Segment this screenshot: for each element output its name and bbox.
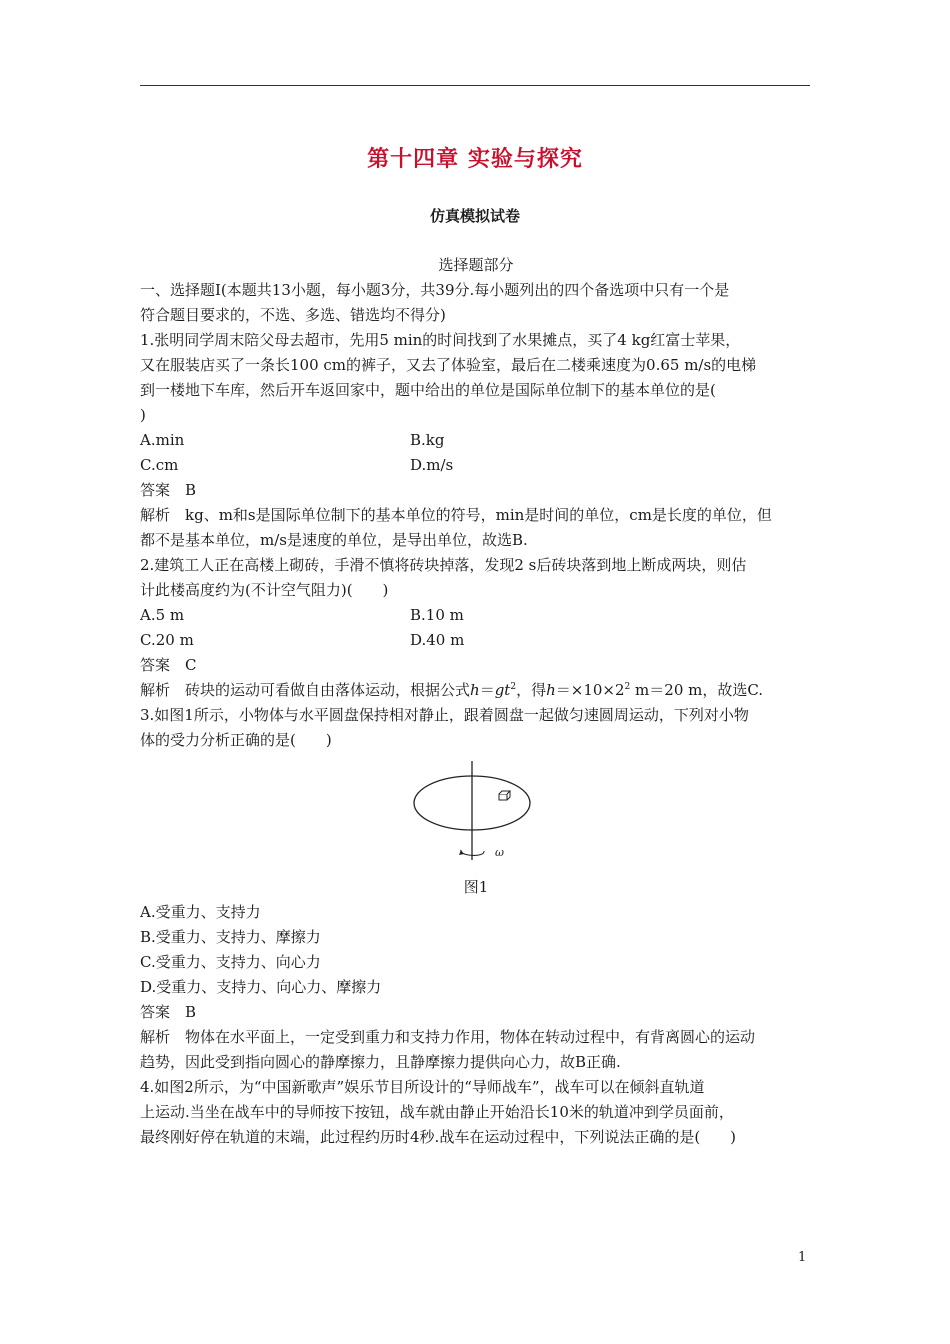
small-block [499,791,510,800]
q2-formula-square: 2 [510,682,517,692]
q2-power-2: 2 [624,682,631,692]
q1-option-b: B.kg [410,431,445,449]
q2-options-row-1 [140,603,812,628]
q2-options-row-2 [140,628,812,653]
q3-analysis-line-1: 解析 物体在水平面上，一定受到重力和支持力作用，物体在转动过程中，有背离圆心的运动 [140,1028,756,1046]
chapter-title: 第十四章 实验与探究 [367,146,583,172]
q2-option-a: A.5 m [140,606,185,624]
q3-stem-line-2: 体的受力分析正确的是( ) [140,731,332,749]
q2-analysis-mid: ，得 [516,681,547,699]
q1-options-row-2 [140,453,812,478]
q2-analysis-prefix: 解析 砖块的运动可看做自由落体运动，根据公式 [140,681,471,699]
q1-stem-line-2: 又在服装店买了一条长100 cm的裤子，又去了体验室，最后在二楼乘速度为0.65 m/s的电梯 [140,356,757,374]
q2-formula-eq: ＝ [479,681,495,699]
q2-formula-h: h [470,681,480,699]
q2-formula-gt: gt [494,681,511,699]
q3-option-b: B.受重力、支持力、摩擦力 [140,928,321,946]
q2-analysis [140,678,812,703]
figure-1 [140,753,812,875]
q3-option-d: D.受重力、支持力、向心力、摩擦力 [140,978,382,996]
q2-analysis-rest: ＝×10×2 [555,681,625,699]
q1-options-row-1 [140,428,812,453]
exam-content [140,253,812,1150]
q2-stem-line-1: 2.建筑工人正在高楼上砌砖，手滑不慎将砖块掉落，发现2 s后砖块落到地上断成两块，则估 [140,556,747,574]
q3-option-c: C.受重力、支持力、向心力 [140,953,321,971]
paper-subtitle: 仿真模拟试卷 [429,207,520,225]
q1-stem-line-1: 1.张明同学周末陪父母去超市，先用5 min的时间找到了水果摊点，买了4 kg红富士苹果， [140,331,741,349]
q3-stem-line-1: 3.如图1所示，小物体与水平圆盘保持相对静止，跟着圆盘一起做匀速圆周运动，下列对小物 [140,706,749,724]
q4-stem-line-2: 上运动.当坐在战车中的导师按下按钮，战车就由静止开始沿长10米的轨道冲到学员面前， [140,1103,734,1121]
q1-option-d: D.m/s [410,456,454,474]
q3-option-a: A.受重力、支持力 [140,903,261,921]
q1-stem-line-3: 到一楼地下车库，然后开车返回家中，题中给出的单位是国际单位制下的基本单位的是( [140,381,716,399]
q2-option-b: B.10 m [410,606,464,624]
section-title: 选择题部分 [438,256,514,274]
q1-analysis-line-2: 都不是基本单位，m/s是速度的单位，是导出单位，故选B. [140,531,528,549]
q1-answer: 答案 B [140,481,197,499]
q2-analysis-end: m＝20 m，故选C. [630,681,764,699]
header-rule [140,85,810,86]
q1-option-c: C.cm [140,456,179,474]
q4-stem-line-3: 最终刚好停在轨道的末端，此过程约历时4秒.战车在运动过程中，下列说法正确的是( ) [140,1128,737,1146]
rotating-disc-diagram [400,755,540,875]
q1-stem-line-4: ) [140,406,146,424]
q2-formula-h-2: h [546,681,556,699]
section-intro-line-1: 一、选择题Ⅰ(本题共13小题，每小题3分，共39分.每小题列出的四个备选项中只有一个是 [140,281,730,299]
q3-analysis-line-2: 趋势，因此受到指向圆心的静摩擦力，且静摩擦力提供向心力，故B正确. [140,1053,621,1071]
section-intro-line-2: 符合题目要求的，不选、多选、错选均不得分) [140,306,446,324]
page-number: 1 [798,1250,807,1265]
q2-stem-line-2: 计此楼高度约为(不计空气阻力)( ) [140,581,389,599]
q3-answer: 答案 B [140,1003,197,1021]
q2-option-c: C.20 m [140,631,194,649]
figure-1-caption: 图1 [463,878,489,896]
q1-option-a: A.min [140,431,185,449]
q1-analysis-line-1: 解析 kg、m和s是国际单位制下的基本单位的符号，min是时间的单位，cm是长度的单位，但 [140,506,772,524]
omega-label: ω [495,846,504,859]
q2-answer: 答案 C [140,656,197,674]
q4-stem-line-1: 4.如图2所示，为“中国新歌声”娱乐节目所设计的“导师战车”，战车可以在倾斜直轨道 [140,1078,705,1096]
rotation-arrowhead [459,850,464,855]
q2-option-d: D.40 m [410,631,465,649]
